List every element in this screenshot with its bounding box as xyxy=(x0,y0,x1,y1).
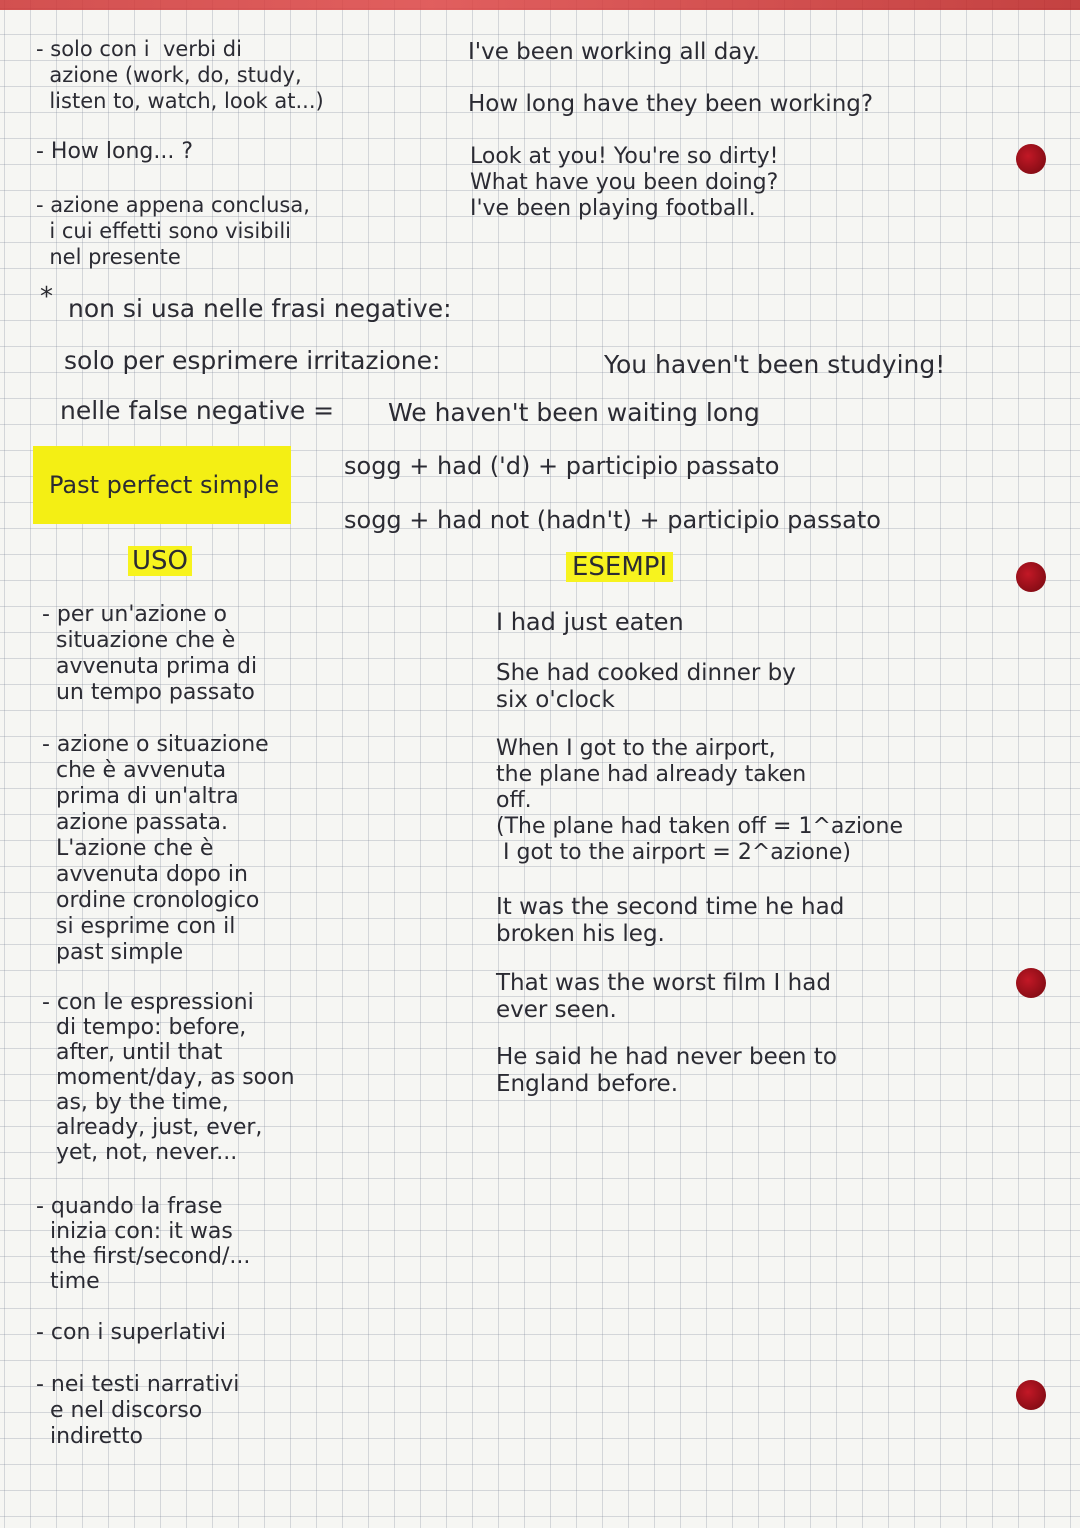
formula-affirmative: sogg + had ('d) + participio passato xyxy=(344,452,780,480)
punch-hole xyxy=(1016,1380,1046,1410)
formula-negative: sogg + had not (hadn't) + participio passato xyxy=(344,506,881,534)
note-how-long: - How long... ? xyxy=(36,139,194,164)
example-working-all-day: I've been working all day. xyxy=(468,39,761,65)
section-title: Past perfect simple xyxy=(49,471,280,499)
example-how-long-working: How long have they been working? xyxy=(468,91,874,117)
example-dirty: Look at you! You're so dirty! What have you been doing? I've been playing football. xyxy=(470,144,779,221)
punch-hole xyxy=(1016,144,1046,174)
negative-irritation-label: solo per esprimere irritazione: xyxy=(64,346,441,375)
punch-hole xyxy=(1016,968,1046,998)
asterisk: * xyxy=(40,282,53,312)
note-just-finished: - azione appena conclusa, i cui effetti sono visibili nel presente xyxy=(36,193,310,269)
esempi-item: That was the worst film I had ever seen. xyxy=(496,970,831,1023)
esempi-item: It was the second time he had broken his leg. xyxy=(496,894,845,947)
section-title-highlight xyxy=(33,446,291,524)
negative-heading: non si usa nelle frasi negative: xyxy=(68,294,452,323)
esempi-heading: ESEMPI xyxy=(566,552,673,582)
false-negative-label: nelle false negative = xyxy=(60,396,335,425)
uso-item: - nei testi narrativi e nel discorso indiretto xyxy=(36,1372,240,1449)
uso-item: - quando la frase inizia con: it was the first/second/... time xyxy=(36,1194,251,1294)
negative-irritation-example: You haven't been studying! xyxy=(604,350,946,379)
false-negative-example: We haven't been waiting long xyxy=(388,398,760,427)
uso-item: - con i superlativi xyxy=(36,1320,226,1345)
punch-hole xyxy=(1016,562,1046,592)
uso-item: - per un'azione o situazione che è avvenuta prima di un tempo passato xyxy=(42,602,258,705)
esempi-item: I had just eaten xyxy=(496,608,684,636)
uso-item: - azione o situazione che è avvenuta prima di un'altra azione passata. L'azione che è avvenuta dopo in ordine cronologico si esprime con il past simple xyxy=(42,732,269,965)
esempi-item: He said he had never been to England before. xyxy=(496,1044,837,1097)
esempi-item: When I got to the airport, the plane had already taken off. (The plane had taken off = 1^azione I got to the airport = 2^azione) xyxy=(496,736,903,865)
binder-edge xyxy=(0,0,1080,10)
note-action-verbs: - solo con i verbi di azione (work, do, study, listen to, watch, look at...) xyxy=(36,37,324,113)
uso-item: - con le espressioni di tempo: before, after, until that moment/day, as soon as, by the time, already, just, ever, yet, not, never... xyxy=(42,990,295,1165)
uso-heading: USO xyxy=(128,546,192,576)
esempi-item: She had cooked dinner by six o'clock xyxy=(496,660,796,713)
